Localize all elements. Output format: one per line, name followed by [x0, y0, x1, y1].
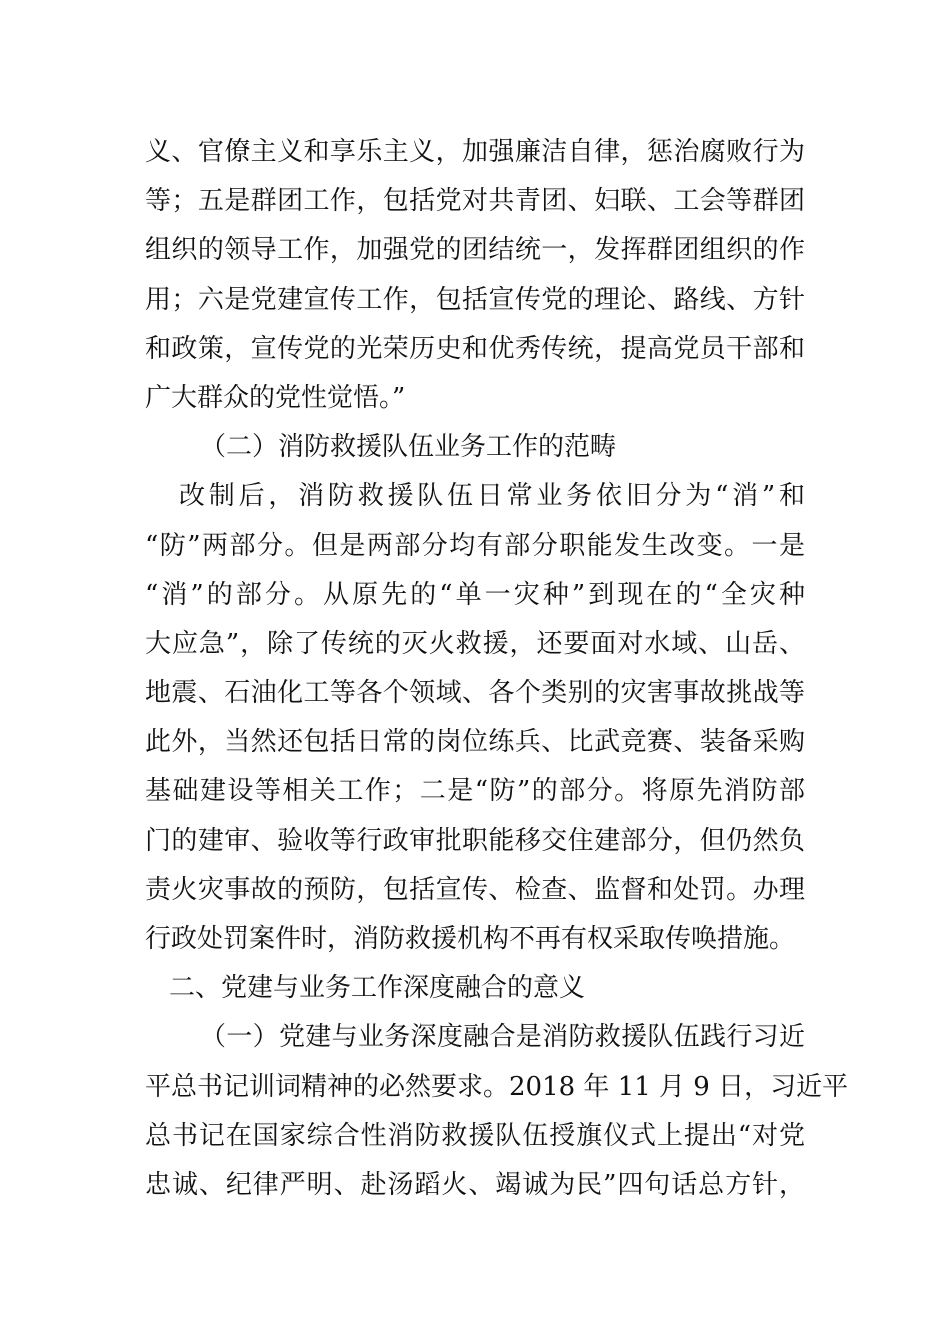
paragraph-first-line: 改制后，消防救援队伍日常业务依旧分为“消”和	[179, 481, 805, 512]
paragraph-first-line: （一）党建与业务深度融合是消防救援队伍践行习近	[200, 1022, 805, 1053]
text-line: 等；五是群团工作，包括党对共青团、妇联、工会等群团	[145, 186, 805, 217]
section-heading: （二）消防救援队伍业务工作的范畴	[200, 432, 617, 463]
text-line: 地震、石油化工等各个领域、各个类别的灾害事故挑战等	[145, 678, 805, 709]
text-line: 忠诚、纪律严明、赴汤蹈火、竭诚为民”四句话总方针，	[145, 1169, 805, 1200]
document-body	[145, 128, 849, 1210]
text-line: 用；六是党建宣传工作，包括宣传党的理论、路线、方针	[145, 284, 805, 315]
text-line: 此外，当然还包括日常的岗位练兵、比武竞赛、装备采购	[145, 727, 805, 758]
text-line: 行政处罚案件时，消防救援机构不再有权采取传唤措施。	[145, 924, 796, 954]
text-line: 总书记在国家综合性消防救援队伍授旗仪式上提出“对党	[145, 1120, 805, 1151]
text-line: 门的建审、验收等行政审批职能移交住建部分，但仍然负	[145, 825, 805, 856]
text-line: “消”的部分。从原先的“单一灾种”到现在的“全灾种	[145, 579, 805, 610]
text-line: 义、官僚主义和享乐主义，加强廉洁自律，惩治腐败行为	[145, 137, 805, 167]
text-line: 组织的领导工作，加强党的团结统一，发挥群团组织的作	[145, 235, 805, 266]
text-line: 平总书记训词精神的必然要求。2018 年 11 月 9 日，习近平	[145, 1071, 849, 1102]
text-line: 基础建设等相关工作；二是“防”的部分。将原先消防部	[145, 776, 805, 807]
text-line: 和政策，宣传党的光荣历史和优秀传统，提高党员干部和	[145, 333, 805, 364]
text-line: 广大群众的党性觉悟。”	[145, 382, 406, 413]
text-line: 责火灾事故的预防，包括宣传、检查、监督和处罚。办理	[145, 874, 805, 905]
section-heading: 二、党建与业务工作深度融合的意义	[169, 973, 586, 1004]
text-line: 大应急”，除了传统的灭火救援，还要面对水域、山岳、	[145, 628, 805, 659]
text-line: “防”两部分。但是两部分均有部分职能发生改变。一是	[145, 530, 805, 561]
